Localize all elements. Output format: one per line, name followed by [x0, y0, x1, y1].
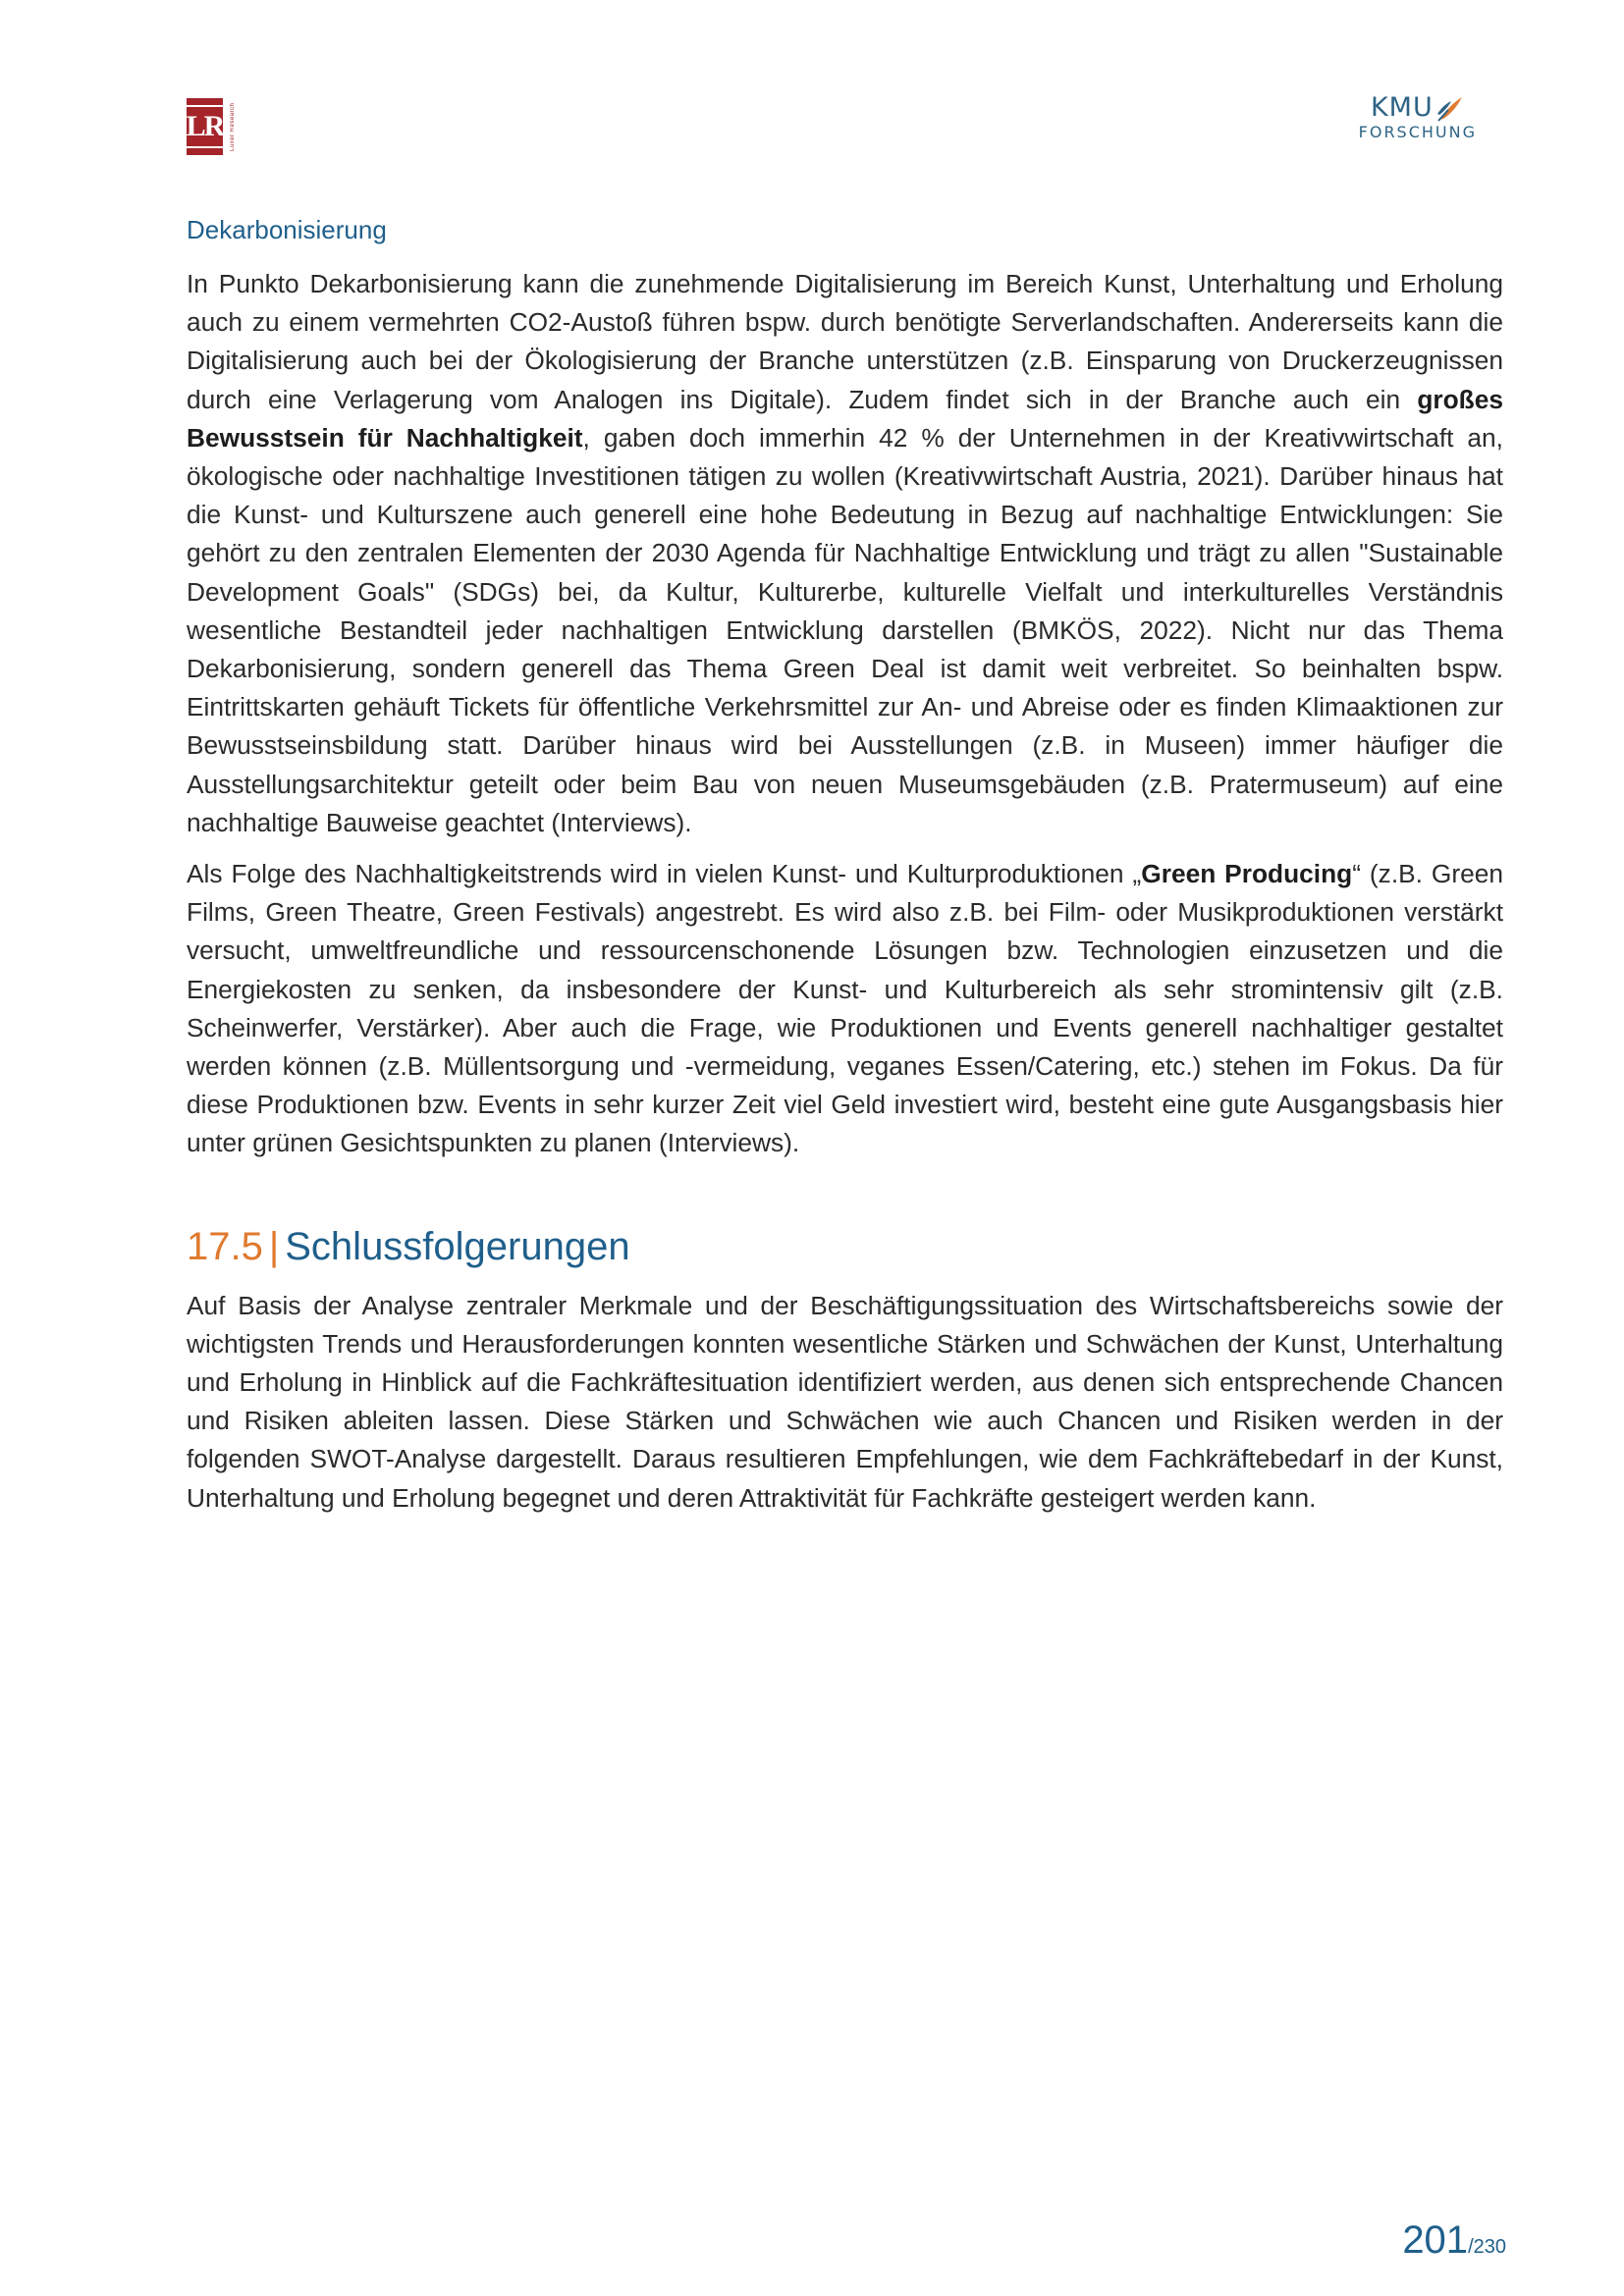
leaf-icon [1435, 94, 1465, 122]
page-number [1402, 2218, 1506, 2269]
paragraph-text: , gaben doch immerhin 42 % der Unternehmen in der Kreativwirtschaft an, ökologische oder nachhaltige Investitionen tätigen zu wollen (Kreativwirtschaft Austria, 2021). Darüber hinaus hat die Kunst- und Kulturszene auch generell eine hohe Bedeutung in Bezug auf nachhaltige Entwicklungen: Sie gehört zu den zentralen Elementen der 2030 Agenda für Nachhaltige Entwicklung und trägt zu allen "Sustainable Development Goals" (SDGs) bei, da Kultur, Kulturerbe, kulturelle Vielfalt und interkulturelles Verständnis wesentliche Bestandteil jeder nachhaltigen Entwicklung darstellen (BMKÖS, 2022). Nicht nur das Thema Dekarbonisierung, sondern generell das Thema Green Deal ist damit weit verbreitet. So beinhalten bspw. Eintrittskarten gehäuft Tickets für öffentliche Verkehrsmittel zur An- und Abreise oder es finden Klimaaktionen zur Bewusstseinsbildung statt. Darüber hinaus wird bei Ausstellungen (z.B. in Museen) immer häufiger die Ausstellungsarchitektur geteilt oder beim Bau von neuen Museumsgebäuden (z.B. Pratermuseum) auf eine nachhaltige Bauweise geachtet (Interviews). [187, 422, 1503, 837]
emphasis-text: großes Bewusstsein für Nachhaltigkeit [187, 384, 1503, 453]
paragraph-text: In Punkto Dekarbonisierung kann die zunehmende Digitalisierung im Bereich Kunst, Unterhaltung und Erholung auch zu einem vermehrten CO2-Austoß führen bspw. durch benötigte Serverlandschaften. Andererseits kann die Digitalisierung auch bei der Ökologisierung der Branche unterstützen (z.B. Einsparung von Druckerzeugnissen durch eine Verlagerung vom Analogen ins Digitale). Zudem findet sich in der Branche auch ein [187, 269, 1503, 414]
lr-logo-letters: LR [183, 105, 228, 148]
kmu-logo-top [1359, 92, 1477, 123]
kmu-forschung-logo [1359, 92, 1477, 141]
paragraph-green-producing [187, 855, 1503, 1163]
section-number: 17.5 [187, 1224, 263, 1268]
section-title: Schlussfolgerungen [285, 1224, 630, 1268]
subsection-title: Dekarbonisierung [187, 215, 387, 244]
paragraph-text: Als Folge des Nachhaltigkeitstrends wird in vielen Kunst- und Kulturproduktionen „ [187, 859, 1142, 889]
kmu-logo-text: KMU [1370, 92, 1434, 123]
section-heading [187, 1222, 1503, 1271]
paragraph-schlussfolgerungen: Auf Basis der Analyse zentraler Merkmale und der Beschäftigungssituation des Wirtschaftsbereichs sowie der wichtigsten Trends und Herausforderungen konnten wesentliche Stärken und Schwächen der Kunst, Unterhaltung und Erholung in Hinblick auf die Fachkräftesituation identifiziert werden, aus denen sich entsprechende Chancen und Risiken ableiten lassen. Diese Stärken und Schwächen wie auch Chancen und Risiken werden in der folgenden SWOT-Analyse dargestellt. Daraus resultieren Empfehlungen, wie dem Fachkräftebedarf in der Kunst, Unterhaltung und Erholung begegnet und deren Attraktivität für Fachkräfte gesteigert werden kann. [187, 1290, 1503, 1513]
emphasis-text: Green Producing [1141, 859, 1353, 889]
paragraph-text: “ (z.B. Green Films, Green Theatre, Green Festivals) angestrebt. Es wird also z.B. bei Film- oder Musikproduktionen verstärkt versucht, umweltfreundliche und ressourcenschonende Lösungen bzw. Technologien einzusetzen und die Energiekosten zu senken, da insbesondere der Kunst- und Kulturbereich als sehr stromintensiv gilt (z.B. Scheinwerfer, Verstärker). Aber auch die Frage, wie Produktionen und Events generell nachhaltiger gestaltet werden können (z.B. Müllentsorgung und -vermeidung, veganes Essen/Catering, etc.) stehen im Fokus. Da für diese Produktionen bzw. Events in sehr kurzer Zeit viel Geld investiert wird, besteht eine gute Ausgangsbasis hier unter grünen Gesichtspunkten zu planen (Interviews). [187, 859, 1503, 1158]
paragraph-dekarbonisierung [187, 265, 1503, 842]
section-separator: | [268, 1224, 280, 1268]
page-content [187, 214, 1503, 1530]
lr-logo-block [187, 98, 223, 155]
lr-logo [187, 98, 240, 155]
lr-logo-side-text: Luxer Research [230, 102, 236, 151]
total-pages: /230 [1468, 2236, 1506, 2258]
current-page: 201 [1402, 2218, 1469, 2262]
kmu-logo-subtext: FORSCHUNG [1358, 123, 1477, 141]
